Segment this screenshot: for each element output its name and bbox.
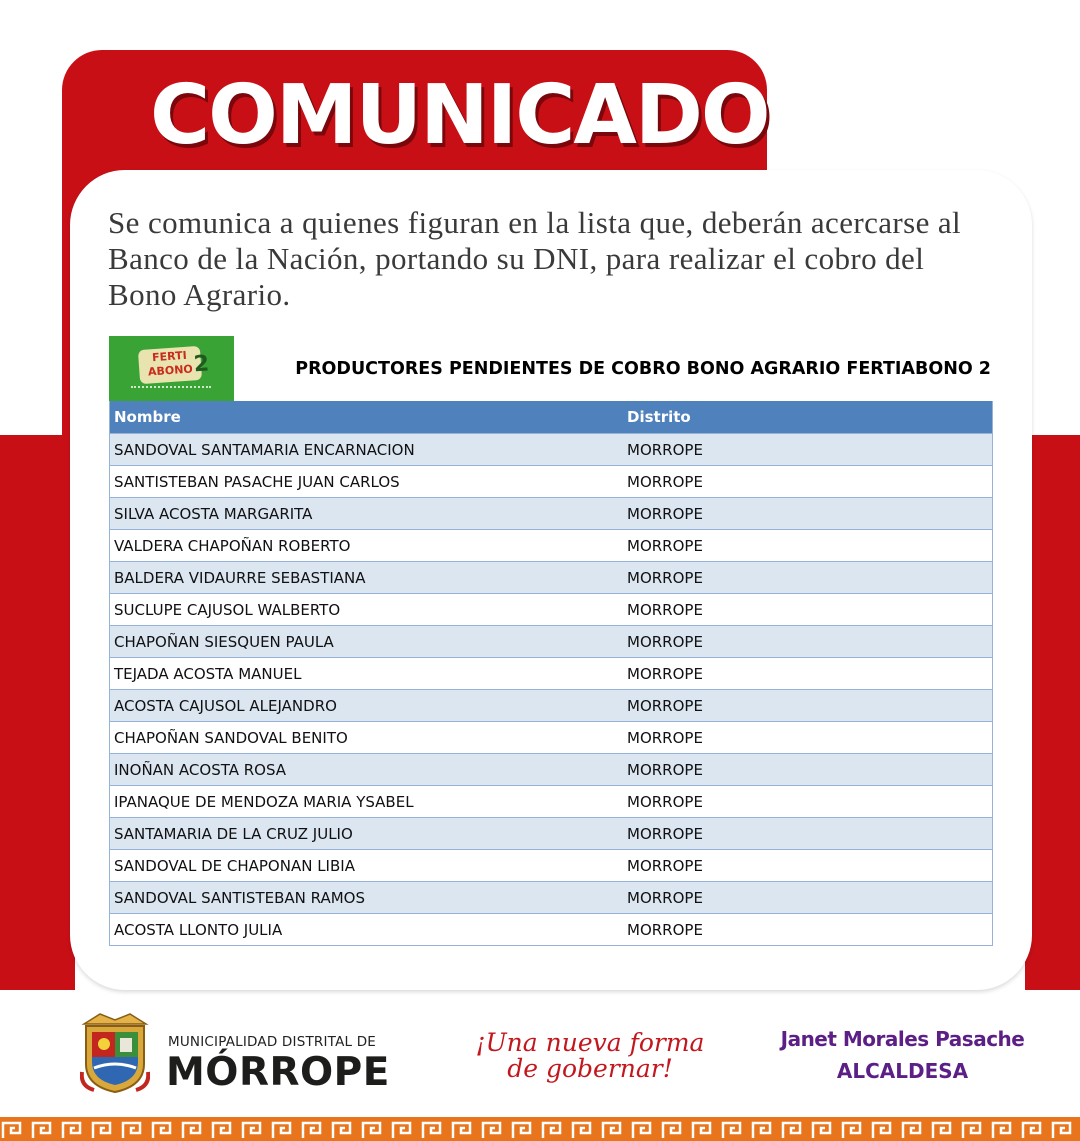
cell-distrito: MORROPE: [623, 754, 993, 786]
cell-nombre: SANDOVAL DE CHAPONAN LIBIA: [110, 850, 624, 882]
cell-distrito: MORROPE: [623, 818, 993, 850]
table-row: [110, 754, 993, 786]
table-row: [110, 594, 993, 626]
cell-distrito: MORROPE: [623, 626, 993, 658]
cell-nombre: BALDERA VIDAURRE SEBASTIANA: [110, 562, 624, 594]
cell-nombre: SANTAMARIA DE LA CRUZ JULIO: [110, 818, 624, 850]
column-header-nombre: Nombre: [110, 401, 624, 434]
logo-line-2: ABONO: [147, 362, 194, 379]
cell-distrito: MORROPE: [623, 786, 993, 818]
page-title: COMUNICADO: [150, 68, 769, 163]
cell-nombre: ACOSTA CAJUSOL ALEJANDRO: [110, 690, 624, 722]
cell-nombre: CHAPOÑAN SIESQUEN PAULA: [110, 626, 624, 658]
intro-text: Se comunica a quienes figuran en la lista que, deberán acercarse al Banco de la Nación, portando su DNI, para realizar el cobro del Bono Agrario.: [108, 205, 962, 312]
table-row: [110, 466, 993, 498]
cell-distrito: MORROPE: [623, 690, 993, 722]
cell-nombre: SANDOVAL SANTISTEBAN RAMOS: [110, 882, 624, 914]
table-row: [110, 498, 993, 530]
cell-nombre: IPANAQUE DE MENDOZA MARIA YSABEL: [110, 786, 624, 818]
table-row: [110, 786, 993, 818]
cell-distrito: MORROPE: [623, 530, 993, 562]
fertiabono-logo-badge: [138, 346, 210, 384]
table-row: [110, 530, 993, 562]
table-row: [110, 722, 993, 754]
table-row: [110, 626, 993, 658]
cell-distrito: MORROPE: [623, 850, 993, 882]
mayor-name: Janet Morales Pasache: [780, 1027, 1025, 1051]
cell-distrito: MORROPE: [623, 914, 993, 946]
mayor-role: ALCALDESA: [836, 1059, 969, 1083]
table-header-row: [110, 401, 993, 434]
cell-nombre: SANDOVAL SANTAMARIA ENCARNACION: [110, 434, 624, 466]
table-row: [110, 850, 993, 882]
cell-nombre: INOÑAN ACOSTA ROSA: [110, 754, 624, 786]
logo-number: 2: [192, 351, 210, 378]
cell-nombre: CHAPOÑAN SANDOVAL BENITO: [110, 722, 624, 754]
table-row: [110, 658, 993, 690]
column-header-distrito: Distrito: [623, 401, 993, 434]
decorative-border-pattern: [0, 1117, 1080, 1141]
cell-distrito: MORROPE: [623, 658, 993, 690]
table-body: [110, 434, 993, 946]
table-row: [110, 690, 993, 722]
cell-distrito: MORROPE: [623, 882, 993, 914]
cell-distrito: MORROPE: [623, 722, 993, 754]
cell-distrito: MORROPE: [623, 466, 993, 498]
table-row: [110, 434, 993, 466]
cell-nombre: TEJADA ACOSTA MANUEL: [110, 658, 624, 690]
slogan-line-2: de gobernar!: [507, 1054, 673, 1083]
cell-distrito: MORROPE: [623, 498, 993, 530]
cell-distrito: MORROPE: [623, 434, 993, 466]
cell-nombre: VALDERA CHAPOÑAN ROBERTO: [110, 530, 624, 562]
municipality-label-big: MÓRROPE: [166, 1050, 390, 1095]
cell-nombre: SANTISTEBAN PASACHE JUAN CARLOS: [110, 466, 624, 498]
cell-nombre: SILVA ACOSTA MARGARITA: [110, 498, 624, 530]
cell-nombre: SUCLUPE CAJUSOL WALBERTO: [110, 594, 624, 626]
table-row: [110, 914, 993, 946]
cell-distrito: MORROPE: [623, 562, 993, 594]
table-row: [110, 562, 993, 594]
municipality-shield-icon: [80, 1012, 150, 1094]
table-title: PRODUCTORES PENDIENTES DE COBRO BONO AGRARIO FERTIABONO 2: [295, 359, 991, 379]
logo-line-1: FERTI: [151, 348, 188, 365]
logo-tagline-decor: [131, 386, 211, 396]
producers-table: [109, 401, 993, 946]
slogan: [455, 1030, 725, 1082]
cell-distrito: MORROPE: [623, 594, 993, 626]
table-row: [110, 818, 993, 850]
table-row: [110, 882, 993, 914]
fertiabono-logo: [109, 336, 234, 402]
slogan-line-1: ¡Una nueva forma: [475, 1028, 705, 1057]
cell-nombre: ACOSTA LLONTO JULIA: [110, 914, 624, 946]
right-red-band: [1025, 435, 1080, 990]
municipality-label-small: MUNICIPALIDAD DISTRITAL DE: [168, 1034, 377, 1050]
